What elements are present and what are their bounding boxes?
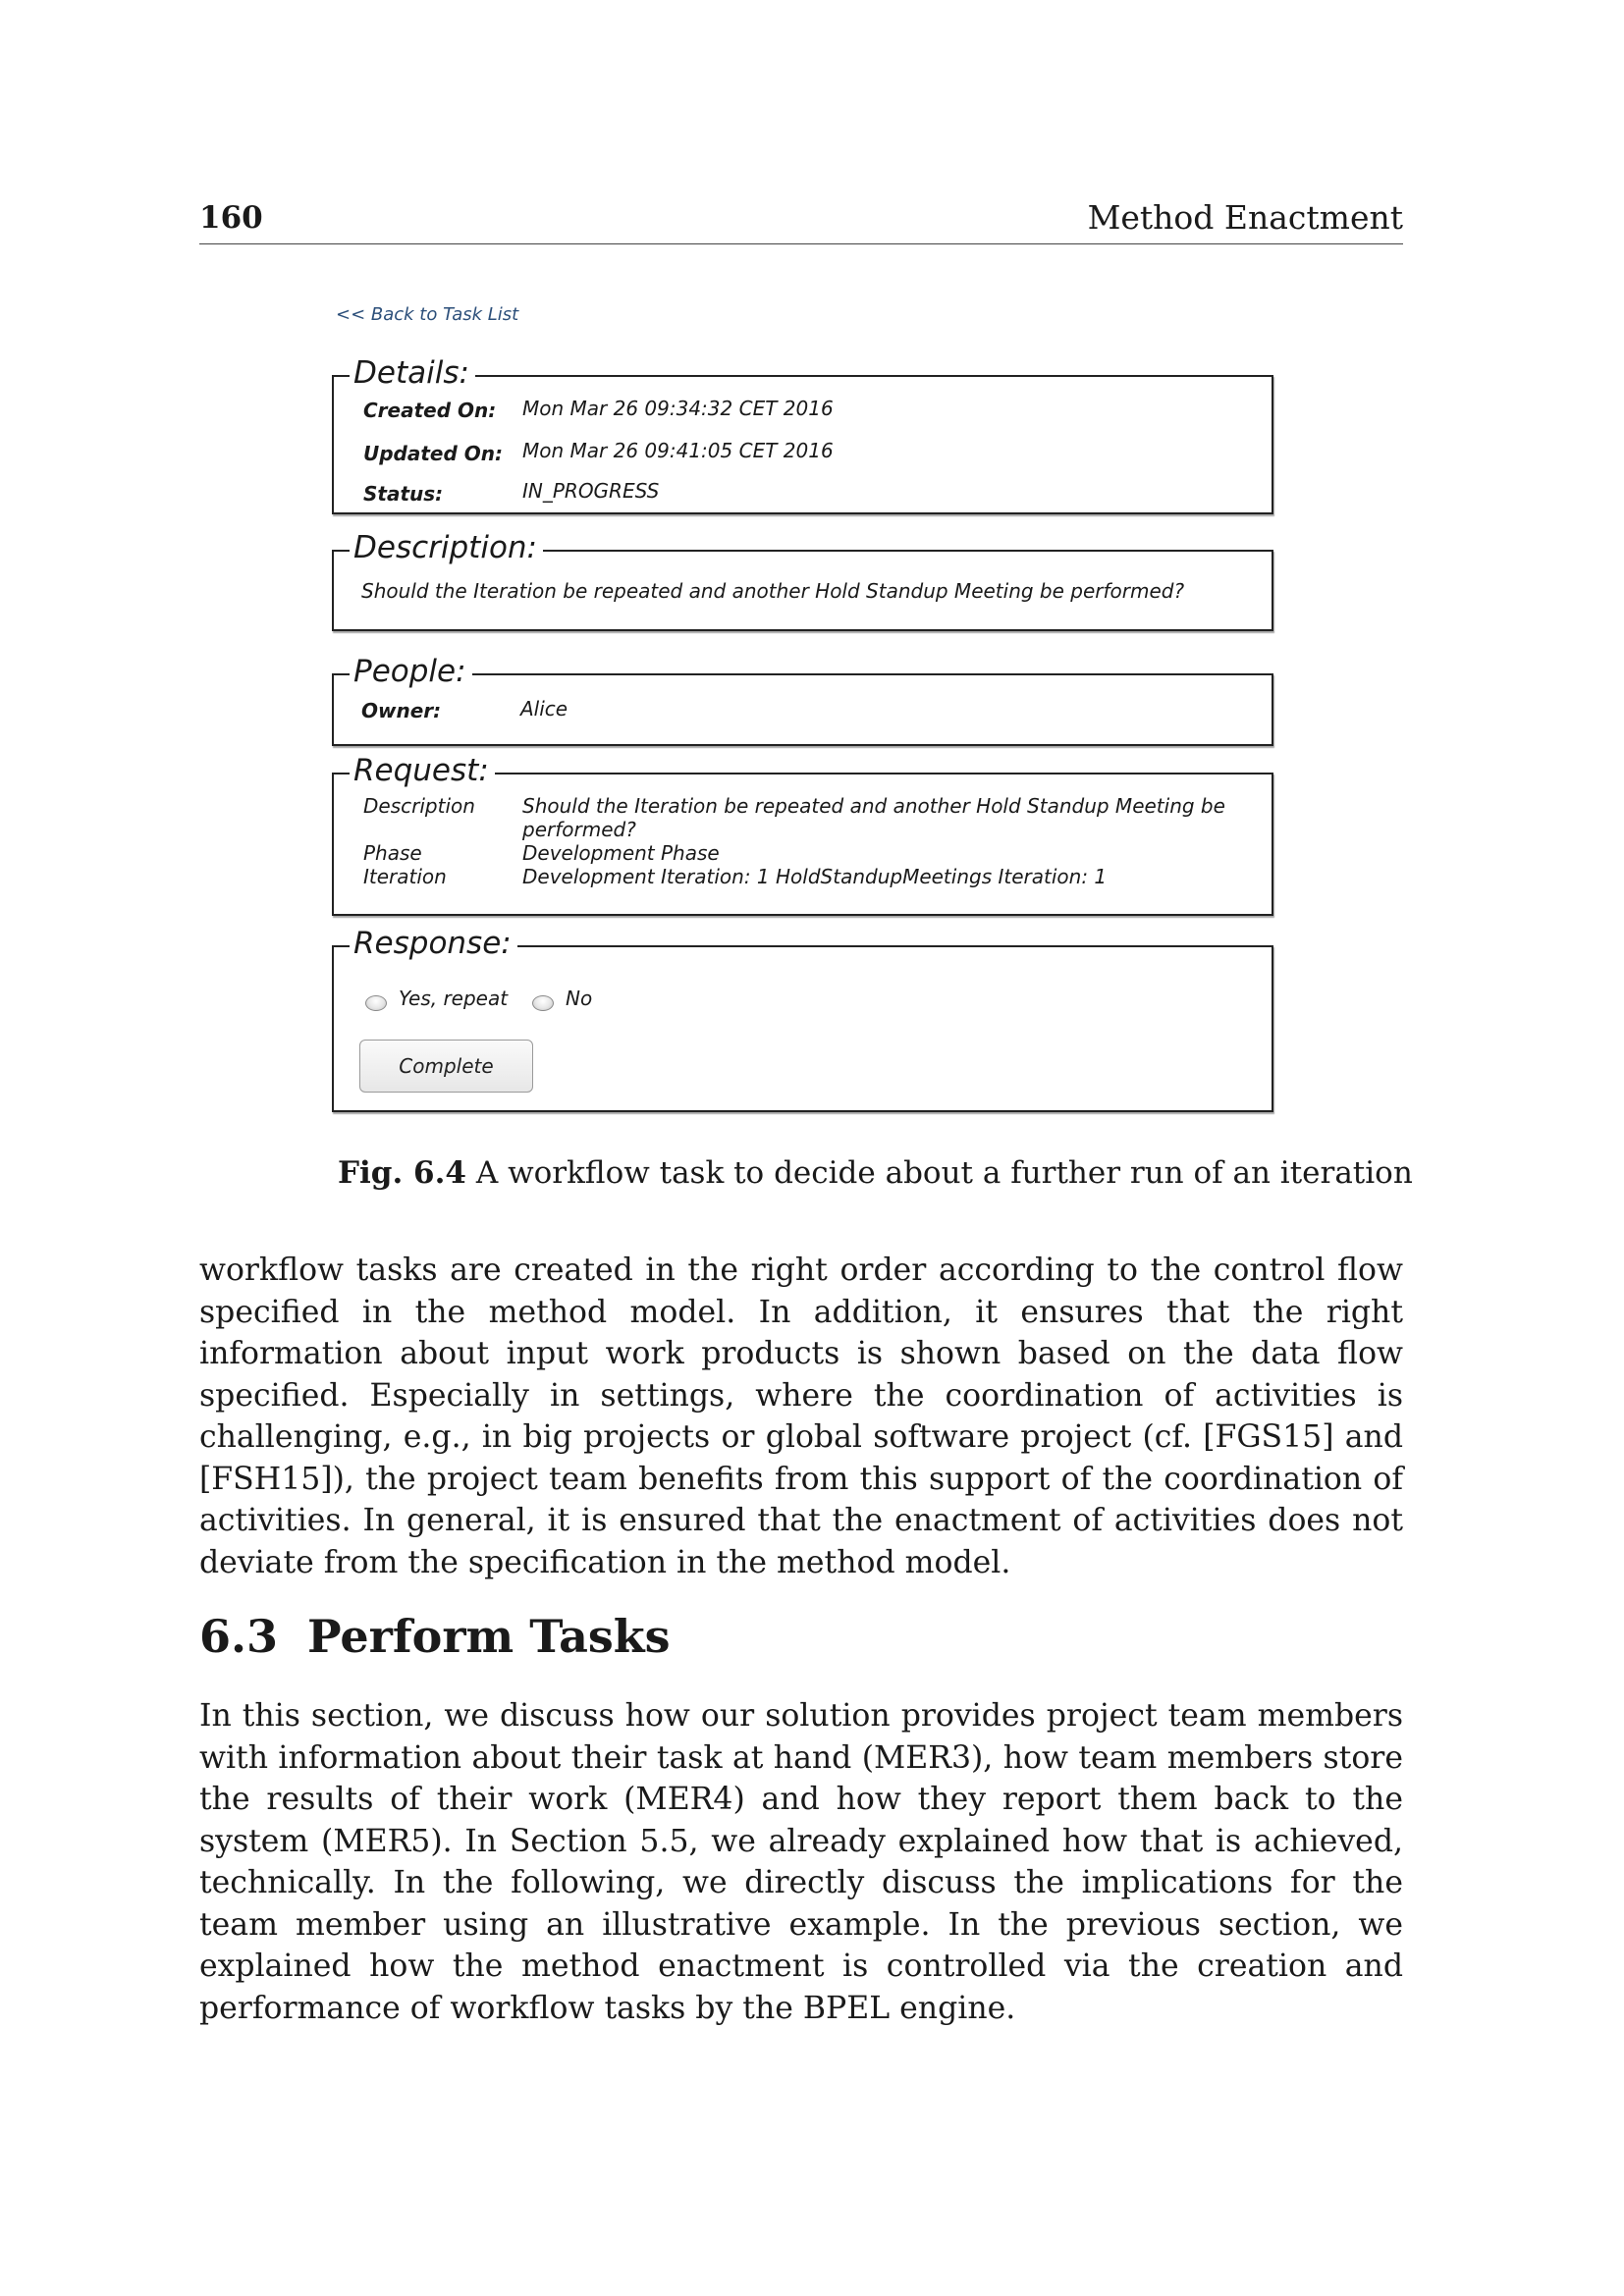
status-label: Status: (363, 482, 444, 506)
body-paragraph-2: In this section, we discuss how our solution provides project team members with information about their task at hand (MER3), how team members store the results of their work (MER4) and how they report them back to the system (MER5). In Section 5.5, we already explained how that is achieved, technically. In the following, we directly discuss the implications for the team member using an illustrative example. In the previous section, we explained how the method enactment is controlled via the creation and performance of workflow tasks by the BPEL engine. (199, 1698, 1403, 2026)
request-phase-value: Development Phase (522, 841, 720, 865)
figure-caption-text: A workflow task to decide about a further run of an iteration (475, 1155, 1413, 1191)
back-to-task-list-link[interactable]: << Back to Task List (336, 304, 519, 325)
description-panel (332, 530, 1273, 631)
figure-caption-label: Fig. 6.4 (338, 1155, 466, 1191)
owner-label: Owner: (361, 699, 442, 722)
response-panel (332, 926, 1273, 1112)
section-title: Perform Tasks (307, 1610, 671, 1663)
request-phase-label: Phase (363, 841, 422, 865)
request-panel (332, 753, 1273, 916)
response-legend: Response: (350, 924, 517, 963)
updated-on-label: Updated On: (363, 442, 504, 465)
created-on-label: Created On: (363, 399, 497, 422)
request-legend: Request: (350, 751, 495, 790)
request-iteration-value: Development Iteration: 1 HoldStandupMeetings Iteration: 1 (522, 865, 1108, 888)
radio-yes-repeat[interactable] (365, 995, 387, 1011)
description-legend: Description: (350, 528, 543, 567)
section-heading (199, 1610, 671, 1663)
description-text: Should the Iteration be repeated and another Hold Standup Meeting be performed? (361, 579, 1185, 603)
request-description-value-cont: performed? (522, 818, 636, 841)
status-value: IN_PROGRESS (522, 479, 660, 503)
chapter-title: Method Enactment (1087, 198, 1403, 237)
request-iteration-label: Iteration (363, 865, 447, 888)
complete-button[interactable]: Complete (359, 1040, 533, 1093)
page-number: 160 (199, 200, 263, 236)
details-legend: Details: (350, 353, 475, 393)
request-description-value: Should the Iteration be repeated and another Hold Standup Meeting be (522, 794, 1225, 818)
created-on-value: Mon Mar 26 09:34:32 CET 2016 (522, 397, 834, 420)
radio-no[interactable] (532, 995, 554, 1011)
people-legend: People: (350, 652, 472, 691)
section-number: 6.3 (199, 1610, 279, 1663)
running-header (199, 194, 1403, 244)
people-panel (332, 654, 1273, 746)
radio-yes-repeat-label: Yes, repeat (399, 987, 509, 1010)
updated-on-value: Mon Mar 26 09:41:05 CET 2016 (522, 439, 834, 462)
body-paragraph-1: workflow tasks are created in the right order according to the control flow specified in the method model. In addition, it ensures that the right information about input work products is shown based on the data flow specified. Especially in settings, where the coordination of activities is challenging, e.g., in big projects or global software project (cf. [FGS15] and [FSH15]), the project team benefits from this support of the coordination of activities. In general, it is ensured that the enactment of activities does not deviate from the specification in the method model. (199, 1253, 1403, 1580)
request-description-label: Description (363, 794, 475, 818)
owner-value: Alice (520, 697, 568, 721)
radio-no-label: No (566, 987, 593, 1010)
figure-caption (338, 1155, 1413, 1191)
details-panel (332, 355, 1273, 514)
